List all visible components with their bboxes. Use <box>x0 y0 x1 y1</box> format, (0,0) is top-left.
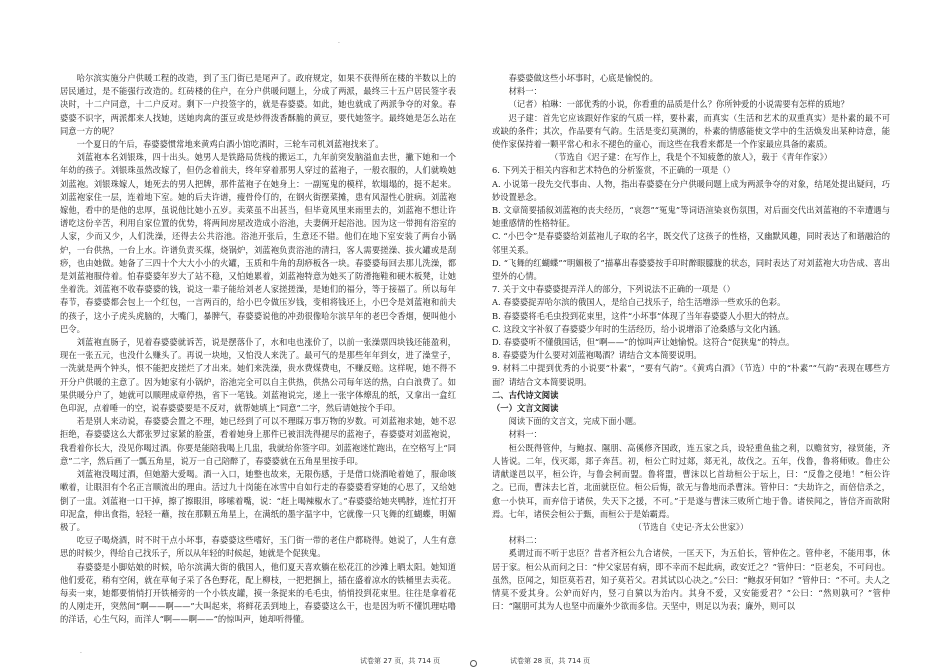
option-7a: A. 春婆婆捉弄哈尔滨的俄国人，是给自己找乐子，给生活增添一些欢乐的色彩。 <box>492 297 786 308</box>
subsection-heading: （一）文言文阅读 <box>492 403 559 414</box>
classical-passage: 桓公既得管仲，与鲍叔、隰朋、高傒修齐国政，连五家之兵，设轻重鱼盐之利，以赡贫穷，禄贤能，齐人皆说。二年，伐灭郯，郯子奔莒。初，桓公亡时过郯，郯无礼，故伐之。五年，伐鲁，鲁将师败。鲁庄公请献遂邑以平，桓公许，与鲁会柯而盟。鲁将盟，曹沫以匕首劫桓公于坛上，曰：“反鲁之侵地！”桓公许之。已而，曹沫去匕首，北面就臣位。桓公后悔，欲无与鲁地而杀曹沫。管仲曰：“夫劫许之，而倍信杀之，愈一小快耳，而弃信于诸侯，失天下之援，不可。”于是遂与曹沫三败所亡地于鲁。诸侯闻之，皆信齐而欲附焉。七年，诸侯会桓公于甄，而桓公于是始霸焉。 <box>492 442 890 519</box>
source-citation: （节选自《史记·齐太公世家》） <box>633 521 749 532</box>
material-label: 材料二： <box>508 535 542 546</box>
page-divider-circle-icon <box>470 660 477 667</box>
classical-passage: 奚谓过而不听于忠臣？昔者齐桓公九合诸侯，一匡天下，为五伯长，管仲佐之。管仲老，不能用事，休居于家。桓公从而问之曰：“仲父家居有病，即不幸而不起此病，政安迁之？”管仲曰：“臣老矣，不可问也。虽然，臣闻之，知臣莫若君，知子莫若父。君其试以心决之。”公曰：“鲍叔牙何如？”管仲曰：“不可。夫人之情莫不爱其身。公妒而好内，竖刁自獖以为治内。其身不爱，又安能爱君？”公曰：“然则孰可？”管仲曰：“隰朋可其为人也坚中而廉外少欲而多信。天坚中，则足以为表；廉外，则可以 <box>492 548 890 612</box>
story-paragraph: 若是别人来动说，春婆婆会置之不理，她已经到了可以不理睬万事万物的岁数。可刘蓝袍求她，她不忍拒绝，春婆婆这么大都张罗过家紧的脸蛋，看着她身上那件已被泪洗得褪尽的蓝袍子，春婆婆对刘蓝袍说，我看着你长大，没见你喝过酒。你要是能陪我喝上几盅，我就给你签字印。刘蓝袍迷忙跑出，在空格写上“同意”二字，然后画了一瓢五角星，说万一自己陪醉了，春婆婆就在五角星里按手印。 <box>60 416 456 466</box>
material-label: 材料一： <box>508 429 542 440</box>
scan-mark-bottom: · <box>80 650 82 657</box>
interview-answer: 迟子建：首先它应该跟好作家的气质一样，要朴素，而真实（生活和艺术的双重真实）是朴素的最不可或缺的条件；其次，作品要有气韵。生活是变幻莫测的，朴素的情感能使文学中的生活焕发出某种诗意，能使作家保持着一颗平常心和永不褪色的童心，而这些在我看来都是一个作家最应具备的素质。 <box>492 112 890 150</box>
right-column <box>492 72 890 613</box>
scan-mark-top: · <box>338 40 340 47</box>
story-paragraph: 吃豆子喝烧酒，时不时干点小坏事，春婆婆这些嗜好，玉门街一带的老住户都晓得。她说了，人生有意思的时候少，得给自己找乐子，所以从年轻的时候起，她就是个促狭鬼。 <box>60 535 456 559</box>
material-label: 材料一： <box>508 86 542 97</box>
option-7d: D. 春婆婆听不懂俄国话，但“啊——”的惊叫声让她愉悦。这符合“促狭鬼”的特点。 <box>492 337 795 348</box>
story-paragraph: 刘蓝袍没喝过酒，但她豁大爱喝。酒一入口，她整也故来，无限伤感，于是借口烧酒呛着她了，服命咳嗽着，让眼泪有个名正言顺流出的理由。活过九十岗能在冰雪中自如行走的春婆婆看穿她的心思了，又给她倒了一盅。刘蓝袍一口干掉，擦了擦眼泪，哆嗦着嘴，说：“赶上喝辣椒水了。”春婆婆给她夹鸭脖，连忙打开印泥盒，伸出食指，轻轻一蘸，按在那颗五角星上，在满纸的墨字温字中，它就像一只飞舞的红蝴蝶，明媚极了。 <box>60 469 456 532</box>
source-citation: （节选自《迟子建：在写作上，我是个不知疲惫的旅人》，载于《青年作家》） <box>549 152 833 163</box>
page-footer-left: 试卷第 27 页，共 714 页 <box>360 657 441 665</box>
question-7: 7. 关于文中春婆婆提弄洋人的部分，下列说法不正确的一项是（） <box>492 284 735 295</box>
section-intro: 阅读下面的文言文，完成下面小题。 <box>508 416 642 427</box>
option-6c: C. “小巴令”是春婆婆给刘蓝袍儿子取的名字，既交代了这孩子的性格，又幽默风趣，同时表达了和谐融洽的邻里关系。 <box>492 231 890 255</box>
story-paragraph: 一个夏日的午后，春婆婆惯常地来黄鸡白酒小馆吃酒时，三轮车司机刘蓝袍找来了。 <box>76 139 384 150</box>
option-6a: A. 小说第一段先交代事由、人物，指出春婆婆在分户供暖问题上成为两派争夺的对象，结尾处提出疑问，巧妙设置悬念。 <box>492 178 890 202</box>
story-paragraph: 春婆婆做这些小坏事时，心底是愉悦的。 <box>508 73 658 83</box>
story-paragraph: 刘蓝袍直肠子，见着春婆婆就诉苦，说是摆落仆了，水和电也涨价了，以前一张澡票四块钱还能盈利，现在一张五元，也没什么赚头了。再说一块地，又怕没人来洗了。最可气的是那些年年到女，进了澡堂子，一洗就是两个钟头，恨不能把皮搓烂了才出来。她们来洗澡，贵水费煤费电，不赚反赔。这样呢，她不得不开分户供暖的主意了。因为她家有小锅炉，浴池完全可以自主供热，供热公司每年送的热，白白浪费了。如果供暖分户了，她就可以顺理成章停热，省下一笔钱。刘蓝袍说完，递上一张字体燎乱的纸，又拿出一盒红色印泥，点着唾一的空，说春婆婆要是不反对，就帮她填上“同意”二字，然后请她按个手印。 <box>60 337 456 414</box>
story-paragraph: 刘蓝袍本名刘银珠，四十出头。她男人是铁路局货栈的搬运工，九年前突发脑溢血去世，撇下她和一个年幼的孩子。刘银珠虽然改嫁了，但仍念着前夫，终年穿着那男人穿过的蓝袍子，一般衣服的，人们就唤她刘蓝袍。刘银珠嫁人，她死去的男人把牌，那件蓝袍子在她身上：一副冤鬼的模样，软塌塌的，挺不起来。刘蓝袍家住一层，连着地下室。她的后夫许谱，瘦骨伶仃的，在钢火街摆菜摊，患有风湿性心脏病。刘蓝袍嫁他，看中的是他的忠厚，虽说他比她小五岁。卖菜虽不出甚当，但毕竟风里来雨里去的，刘蓝袍不想让许谱吃这份辛苦，利用自家位置的优势，将两间房屋改造成小浴池，夫妻俩开起浴池。因为这一带拥有浴室的人家，少而又少，人们洗澡，还得去公共浴池。浴池开张后，生意还不错。他们在地下室安装了两台小锅炉，一台供热，一台上水。许谱负责买煤，烧锅炉，刘蓝袍负责浴池的清扫，客人需要搓澡、拔火罐或是刮痧，也由她做。她备了三四十个大大小小的火罐，玉质和牛角的刮痧板各一块。春婆婆每回去那儿洗澡，都是刘蓝袍服侍着。怕春婆婆年岁大了站不稳，又怕她累着，刘蓝袍特意为她买了防滑拖鞋和硬木板凳，让她坐着洗。刘蓝袍不收春婆婆的钱，说这一辈子能给刘老人家搓搓澡，是她们的福分，等于接福了。所以每年春节，春婆婆都会包上一个红包，一言两百的，给小巴令做压岁钱，变相将钱还上，小巴令是刘蓝袍和前夫的孩子，这小子虎头虎脑的，大嘴门，暴脾气，春婆婆说他的冲劲很像哈尔滨早年的老巴令香烟，便叫他小巴令。 <box>60 152 456 334</box>
section-heading: 二、古代诗文阅读 <box>492 389 559 400</box>
question-9: 9. 材料二中提到优秀的小说要“朴素”，“要有气韵”。《黄鸡白酒》（节选）中的“朴素”“气韵”表现在哪些方面？请结合文本简要说明。 <box>492 363 890 387</box>
story-paragraph: 哈尔滨实施分户供暖工程的改造，到了玉门街已是尾声了。政府规定，如果不获得所在楼的半数以上的居民通过，是不能强行改造的。红砖楼的住户，在分户供暖问题上，分成了两派，最终三十五户居民签字表决时，十二户同意，十二户反对。剩下一户投签字的，就是春婆婆。如此，她也就成了两派争夺的对象。春婆婆不识字，两派都来人找她，送她肉禽的蛋豆或是炒得泼香酥脆的黄豆，要代她签字。最终她是怎么站在同意一方的呢？ <box>60 73 456 136</box>
left-column <box>60 72 456 627</box>
question-8: 8. 春婆婆为什么要对刘蓝袍喝酒？请结合文本简要说明。 <box>492 350 702 361</box>
interview-question: （记者）柏琳：一部优秀的小说，你看重的品质是什么？你所钟爱的小说需要有怎样的质地？ <box>508 99 849 110</box>
story-paragraph: 春婆婆是小脚姑娘的时候，哈尔滨满大街的俄国人，他们夏天喜欢躺在松花江的沙滩上晒太阳。她知道他们爱花，稍有空闲，就在草甸子采了各色野花，配上柳枝，一把把捆上，插在盛着凉水的铁桶里去卖花。每卖一束，她都要悄悄打开铁桶旁的一个小铁皮罐，摸一条捉来的毛毛虫，悄悄投到花束里。往往是拿着花的人刚走开，突然间“啊——啊——”大叫起来，将鲜花丢到地上，春婆婆这么干，也是因为听不懂饥理咕噜的洋话，心生气闷，而洋人“啊——啊——”的惊叫声，她却听得懂。 <box>60 561 456 625</box>
option-6d: D. “飞舞的红蝴蝶”“明媚极了”描摹出春婆婆按手印时醉眼朦胧的状态，同时表达了对刘蓝袍大功告成、喜出望外的心情。 <box>492 257 890 282</box>
option-7b: B. 春婆婆将毛毛虫投到花束里，这件“小坏事”体现了当年春婆婆人小胆大的特点。 <box>492 310 794 321</box>
question-6: 6. 下列关于相关内容和艺术特色的分析鉴赏，不正确的一项是（） <box>492 165 735 176</box>
page-footer-right: 试卷第 28 页，共 714 页 <box>510 657 591 665</box>
option-7c: C. 这段文字补叙了春婆婆少年时的生活经历，给小说增添了沧桑感与文化内涵。 <box>492 323 786 334</box>
option-6b: B. 文章简要插叙刘蓝袍的丧夫经历，“哀怨”“冤鬼”等词语渲染哀伤氛围，对后面交代出刘蓝袍的不幸遭遇与她重感情的性格特征。 <box>492 205 890 229</box>
